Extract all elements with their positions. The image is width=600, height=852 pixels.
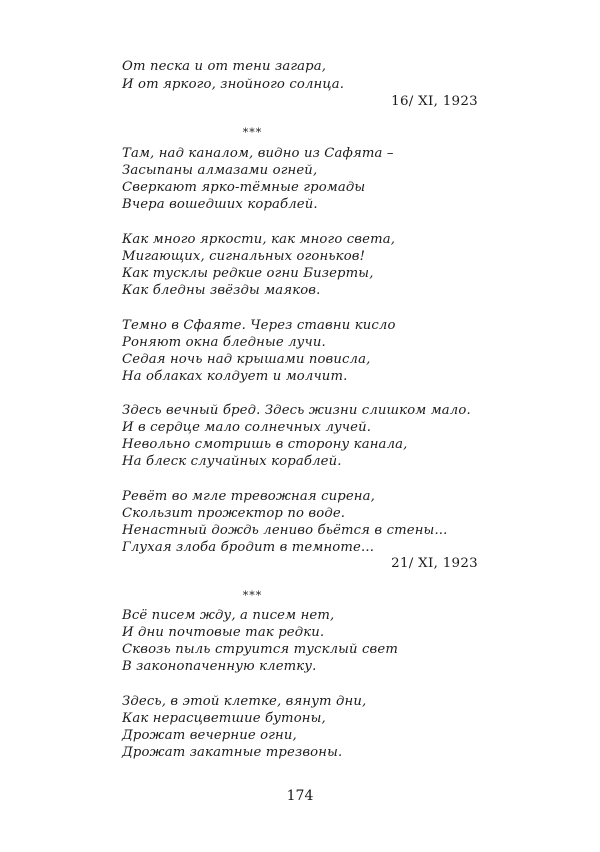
verse-line: Сверкают ярко-тёмные громады [122,180,366,195]
poem-separator: *** [242,589,263,602]
verse-line: Мигающих, сигнальных огоньков! [122,249,366,264]
verse-line: Всё писем жду, а писем нет, [122,608,335,623]
verse-line: Как бледны звёзды маяков. [122,283,321,298]
verse-line: В законопаченную клетку. [122,659,317,674]
verse-line: Ревёт во мгле тревожная сирена, [122,489,375,504]
poem-date: 16/ XI, 1923 [391,94,478,109]
verse-line: Седая ночь над крышами повисла, [122,352,371,367]
verse-line: Как нерасцветшие бутоны, [122,711,326,726]
verse-line: На блеск случайных кораблей. [122,454,342,469]
verse-line: Здесь, в этой клетке, вянут дни, [122,694,367,709]
verse-line: Дрожат закатные трезвоны. [122,745,343,760]
verse-line: И дни почтовые так редки. [122,625,325,640]
verse-line: Темно в Сфаяте. Через ставни кисло [122,318,396,333]
verse-line: Как много яркости, как много света, [122,232,396,247]
poem-separator: *** [242,126,263,139]
verse-line: Скользит прожектор по воде. [122,506,346,521]
verse-line: И от яркого, знойного солнца. [122,77,345,92]
verse-line: Вчера вошедших кораблей. [122,197,318,212]
verse-line: Засыпаны алмазами огней, [122,163,318,178]
page-number: 174 [286,788,314,804]
verse-line: На облаках колдует и молчит. [122,369,348,384]
verse-line: Здесь вечный бред. Здесь жизни слишком мало. [122,403,471,418]
poem-date: 21/ XI, 1923 [391,556,478,571]
verse-line: Невольно смотришь в сторону канала, [122,437,408,452]
verse-line: Сквозь пыль струится тусклый свет [122,642,398,657]
verse-line: Ненастный дождь лениво бьётся в стены... [122,523,448,538]
verse-line: Там, над каналом, видно из Сафята – [122,146,394,161]
verse-line: От песка и от тени загара, [122,59,327,74]
verse-line: Роняют окна бледные лучи. [122,335,326,350]
verse-line: И в сердце мало солнечных лучей. [122,420,372,435]
verse-line: Глухая злоба бродит в темноте... [122,540,375,555]
verse-line: Как тусклы редкие огни Бизерты, [122,266,374,281]
verse-line: Дрожат вечерние огни, [122,728,297,743]
